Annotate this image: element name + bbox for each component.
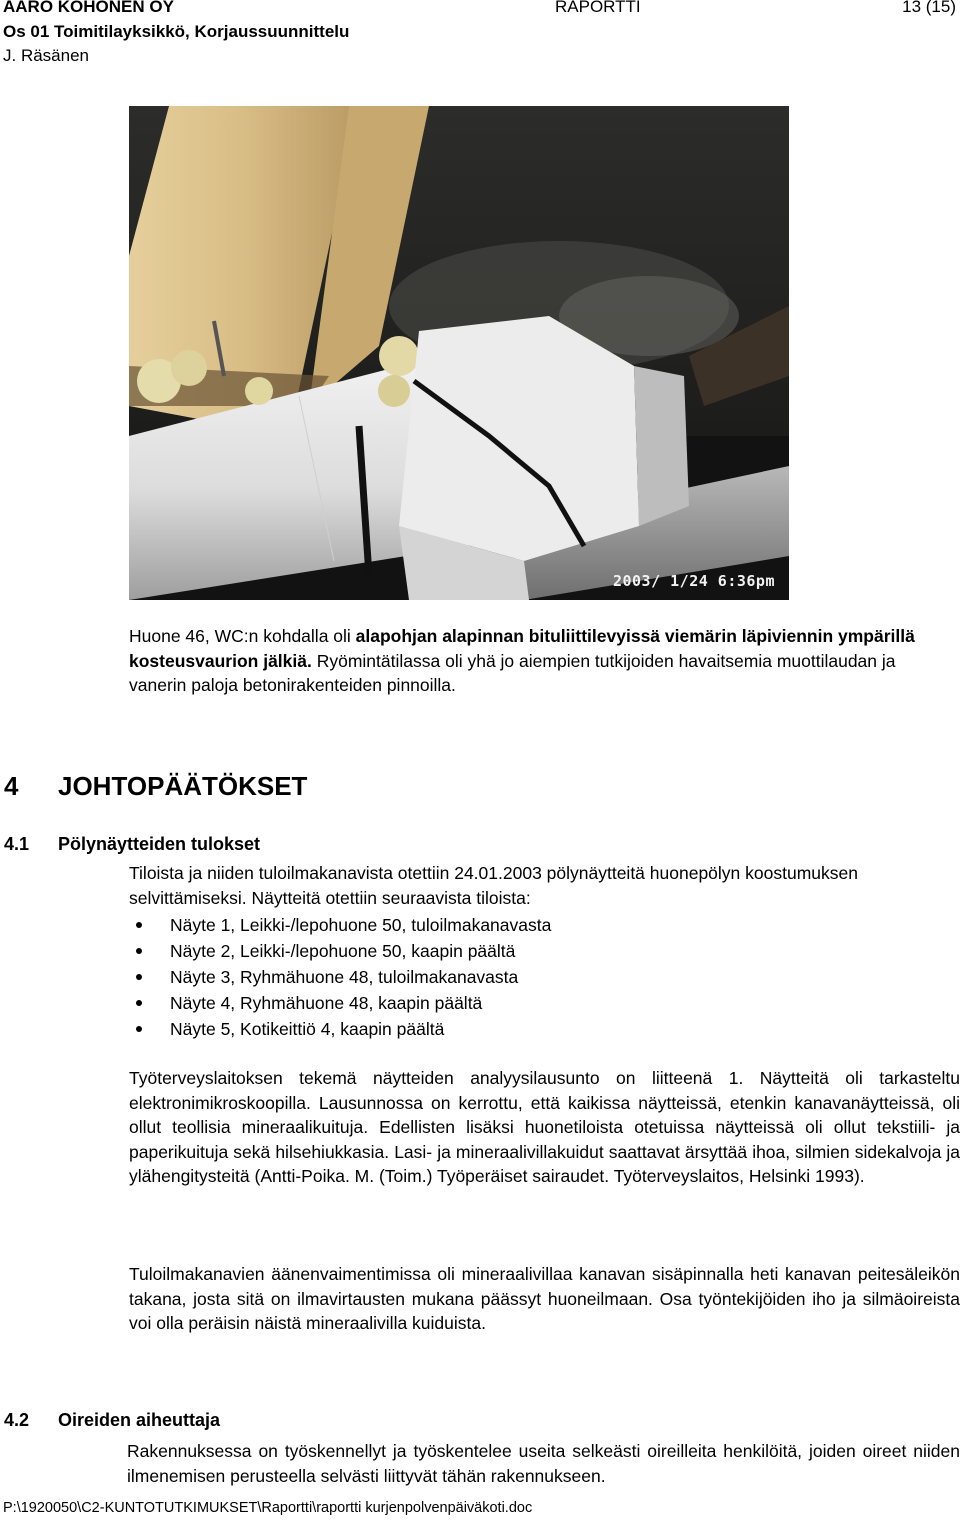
document-type: RAPORTTI: [555, 0, 641, 16]
mineral-wool-paragraph: Tuloilmakanavien äänenvaimentimissa oli mineraalivillaa kanavan sisäpinnalla heti kanavan peitesäleikön takana, josta sitä on ilmavirtausten mukana päässyt huoneilmaan. Osa työntekijöiden iho ja silmäoireista voi olla peräisin näistä mineraalivilla kuiduista.: [129, 1264, 960, 1333]
section-4-2-number: 4.2: [4, 1410, 30, 1430]
section-4-heading: [4, 770, 307, 802]
symptoms-paragraph: Rakennuksessa on työskennellyt ja työskentelee useita selkeästi oireilleita henkilöitä, joiden oireet niiden ilmenemisen perusteella selvästi liittyvät tähän rakennukseen.: [127, 1441, 960, 1486]
photo-caption: [129, 624, 939, 698]
section-4-title: JOHTOPÄÄTÖKSET: [58, 771, 308, 801]
section-4-1-number: 4.1: [4, 834, 30, 854]
sample-item-2: Näyte 2, Leikki-/lepohuone 50, kaapin päältä: [129, 938, 551, 964]
samples-intro: Tiloista ja niiden tuloilmakanavista otettiin 24.01.2003 pölynäytteitä huonepölyn koostumuksen selvittämiseksi. Näytteitä otettiin seuraavista tiloista:: [129, 863, 858, 908]
caption-text-end: Ryömintätilassa oli yhä jo aiempien tutkijoiden havaitsemia muottilaudan ja vanerin paloja betonirakenteiden pinnoilla.: [129, 650, 896, 695]
sample-item-3: Näyte 3, Ryhmähuone 48, tuloilmakanavasta: [129, 964, 551, 990]
page-number: 13 (15): [902, 0, 956, 16]
sample-item-1: Näyte 1, Leikki-/lepohuone 50, tuloilmakanavasta: [129, 912, 551, 938]
section-4-1-title: Pölynäytteiden tulokset: [58, 834, 261, 854]
caption-text-start: Huone 46, WC:n kohdalla oli: [129, 626, 356, 646]
company-name: AARO KOHONEN OY: [3, 0, 174, 16]
section-4-number: 4: [4, 771, 19, 801]
sample-item-5: Näyte 5, Kotikeittiö 4, kaapin päältä: [129, 1016, 551, 1042]
section-4-2-heading: [4, 1409, 220, 1431]
analysis-paragraph: Työterveyslaitoksen tekemä näytteiden analyysilausunto on liitteenä 1. Näytteitä oli tarkasteltu elektronimikroskoopilla. Lausunnossa on kerrottu, että kaikissa näytteissä, etenkin kanavanäytteissä, oli ollut teollisia mineraalikuituja. Edellisten lisäksi huonetiloista otetuissa näytteissä oli ollut tekstiili- ja paperikuituja sekä hilsehiukkasia. Lasi- ja mineraalivillakuidut saattavat ärsyttää ihoa, silmien sidekalvoja ja ylähengitysteitä (Antti-Poika. M. (Toim.) Työperäiset sairaudet. Työterveyslaitos, Helsinki 1993).: [129, 1068, 960, 1186]
caption-bold-text: alapohjan alapinnan bituliittilevyissä viemärin läpiviennin ympärillä kosteusvaurion jälkiä.: [129, 626, 915, 671]
author: J. Räsänen: [3, 46, 89, 65]
sample-item-4: Näyte 4, Ryhmähuone 48, kaapin päältä: [129, 990, 551, 1016]
sample-list: [129, 912, 551, 1042]
section-4-1-heading: [4, 833, 260, 855]
photo-timestamp: 2003/ 1/24 6:36pm: [612, 572, 775, 590]
crawlspace-photo-drawing: [129, 106, 789, 600]
department: Os 01 Toimitilayksikkö, Korjaussuunnittelu: [3, 22, 350, 41]
section-4-2-title: Oireiden aiheuttaja: [58, 1410, 221, 1430]
file-path-footer: P:\1920050\C2-KUNTOTUTKIMUKSET\Raportti\raportti kurjenpolvenpäiväkoti.doc: [3, 1500, 533, 1516]
crawlspace-photo: [129, 106, 789, 600]
